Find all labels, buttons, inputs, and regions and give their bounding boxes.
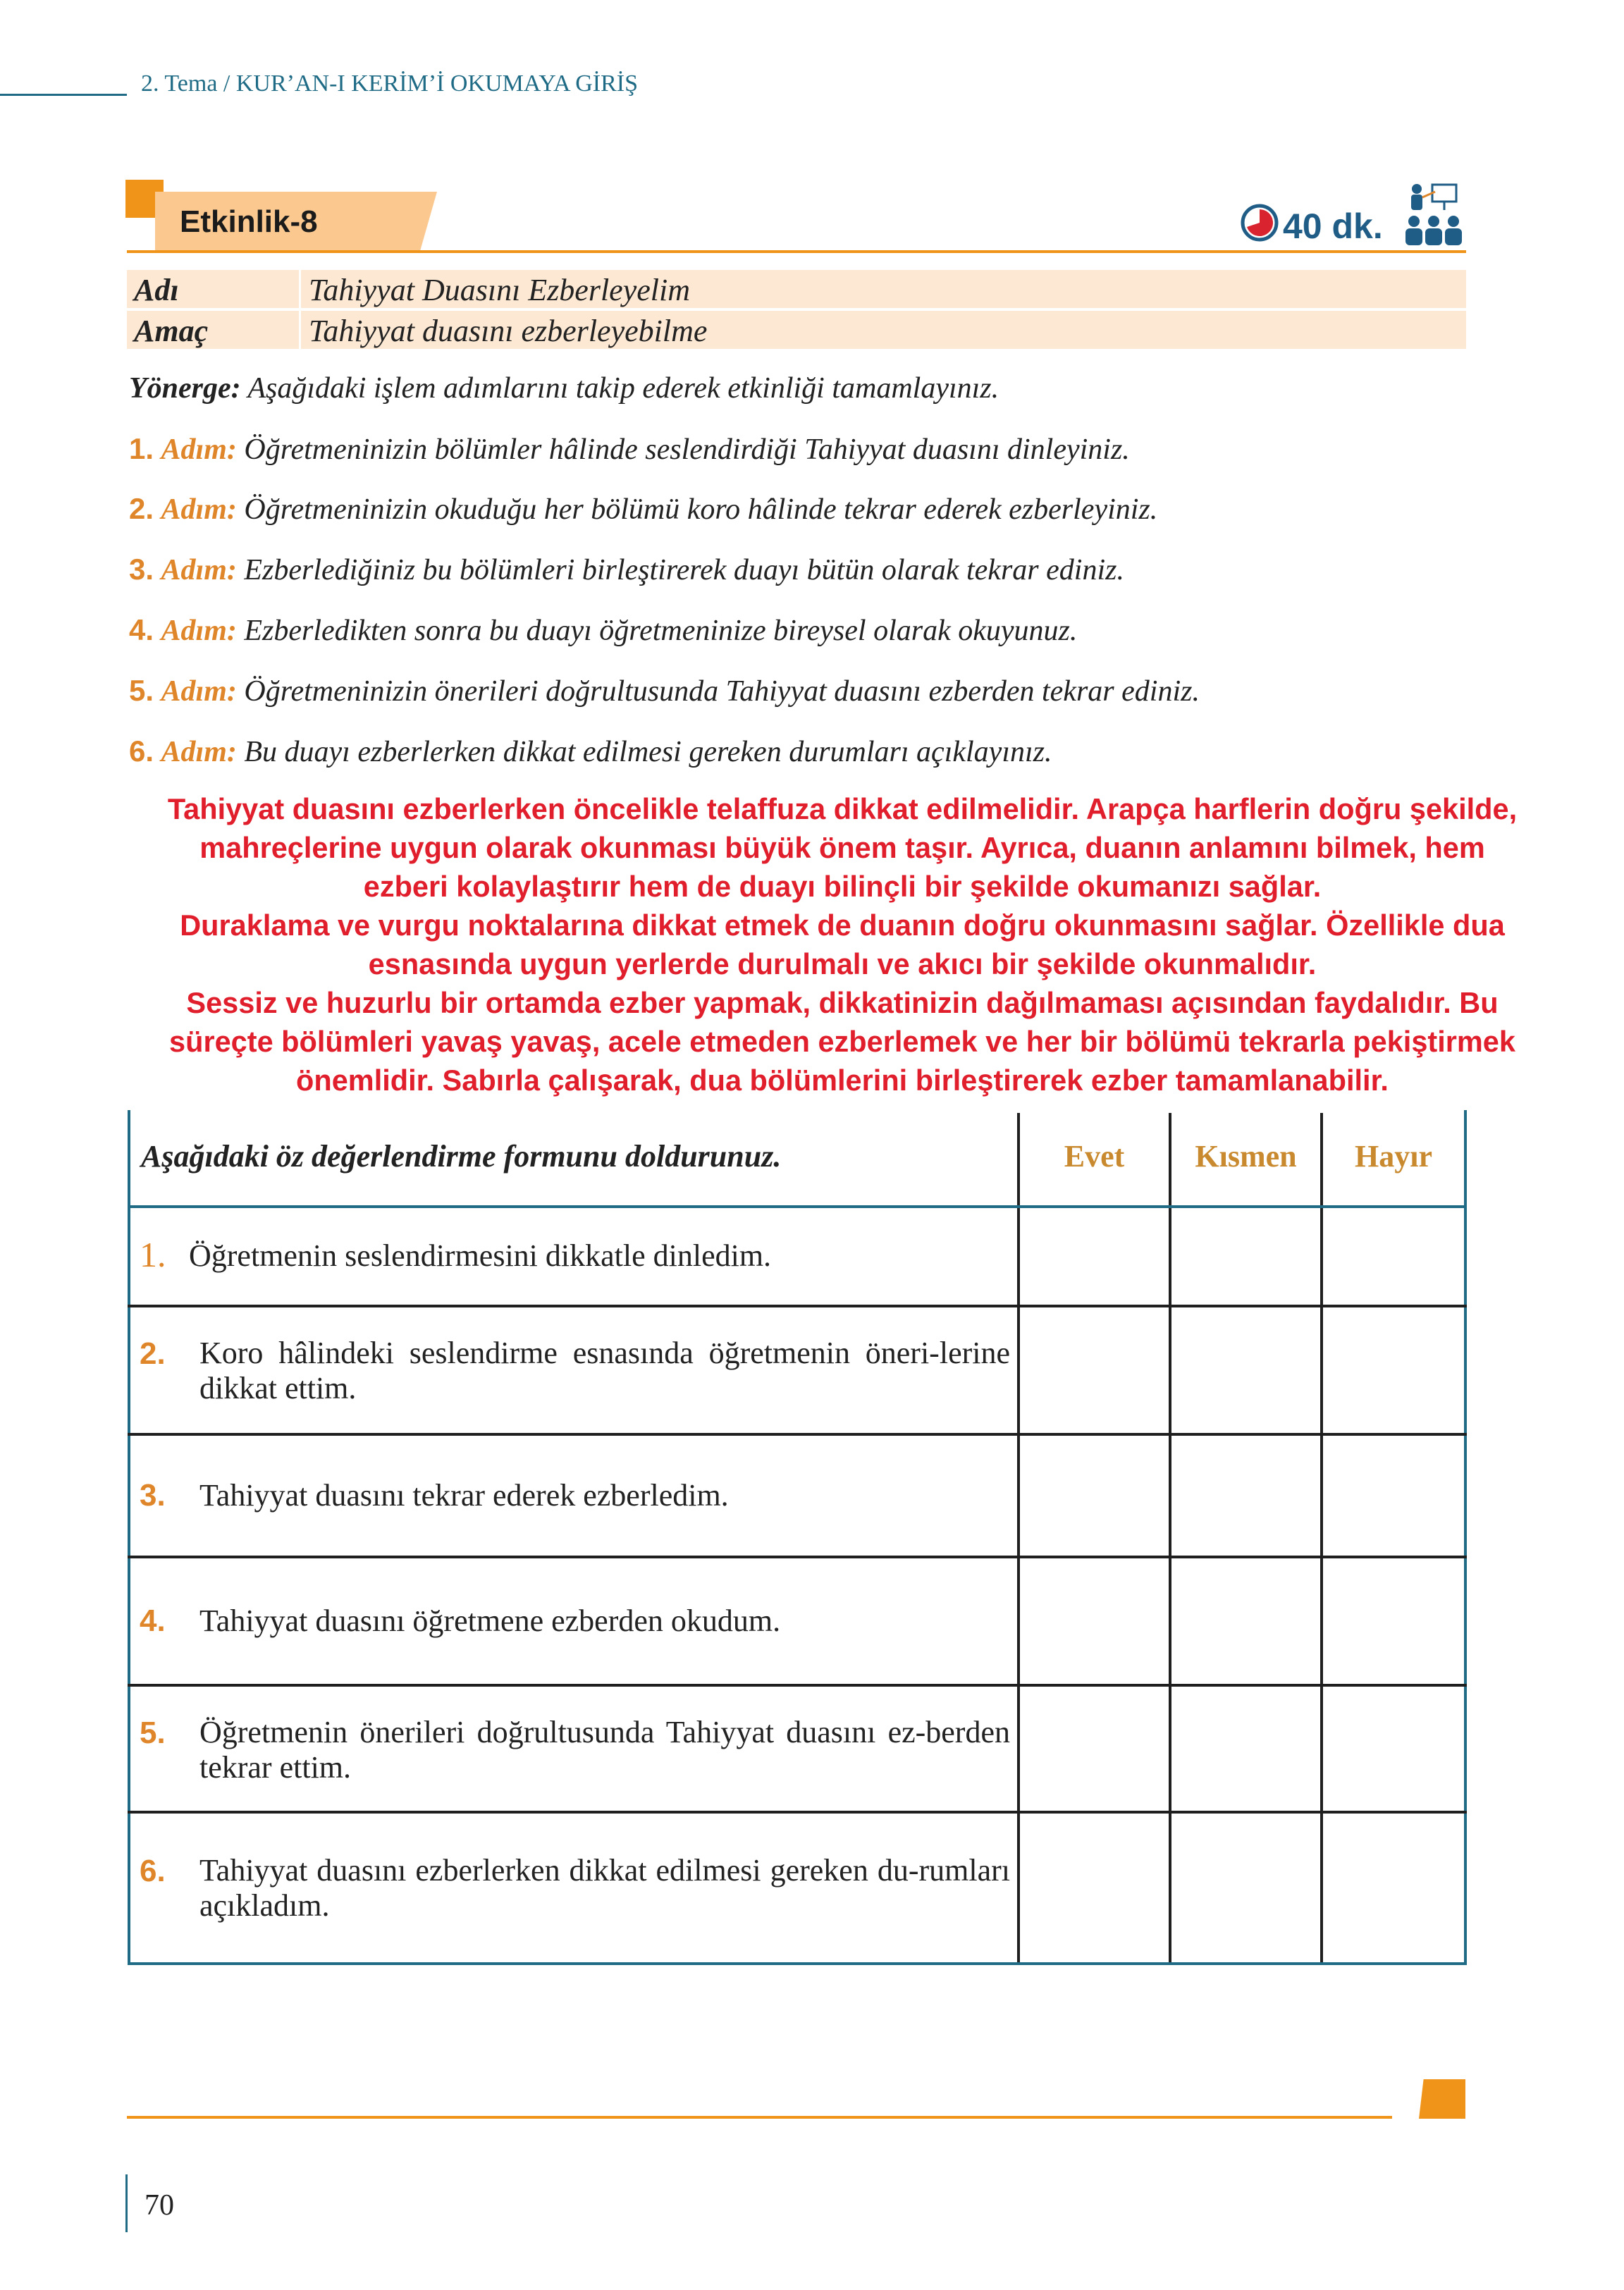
footer-marker	[1419, 2079, 1465, 2119]
row-divider	[128, 1205, 1467, 1208]
step-label: Adım:	[161, 433, 237, 466]
step-text: Ezberlediğiniz bu bölümleri birleştirerek duayı bütün olarak tekrar ediniz.	[236, 554, 1124, 586]
step-number: 4.	[129, 613, 154, 646]
row-divider	[128, 1684, 1467, 1687]
header-rule	[0, 94, 127, 96]
row-text: Öğretmenin önerileri doğrultusunda Tahiyyat duasını ez-berden tekrar ettim.	[199, 1715, 1010, 1785]
step-label: Adım:	[161, 615, 237, 647]
goal-label: Amaç	[134, 314, 209, 348]
row-text: Koro hâlindeki seslendirme esnasında öğretmenin öneri-lerine dikkat ettim.	[199, 1336, 1010, 1405]
step-number: 6.	[129, 734, 154, 768]
answer-line: Tahiyyat duasını ezberlerken öncelikle telaffuza dikkat edilmelidir. Arapça harflerin doğru şekilde,	[167, 792, 1518, 825]
step-number: 3.	[129, 553, 154, 586]
step-item	[129, 613, 1077, 648]
step-item	[129, 553, 1124, 587]
row-number: 2.	[140, 1336, 166, 1371]
breadcrumb: 2. Tema / KUR’AN-I KERİM’İ OKUMAYA GİRİŞ	[141, 70, 638, 97]
step-item	[129, 674, 1200, 708]
instruction	[129, 371, 999, 405]
column-divider	[1169, 1113, 1171, 1962]
row-number: 6.	[140, 1854, 166, 1888]
column-divider	[1320, 1113, 1323, 1962]
activity-title: Etkinlik-8	[180, 204, 318, 239]
row-number: 1.	[140, 1235, 166, 1274]
answer-line: Duraklama ve vurgu noktalarına dikkat etmek de duanın doğru okunmasını sağlar. Özellikle dua	[180, 909, 1505, 942]
footer-rule	[127, 2116, 1392, 2119]
instruction-text: Aşağıdaki işlem adımlarını takip ederek etkinliği tamamlayınız.	[240, 372, 999, 405]
clock-icon	[1241, 204, 1279, 242]
page-number: 70	[144, 2189, 174, 2222]
step-item	[129, 492, 1157, 527]
step-item	[129, 734, 1052, 769]
activity-rule	[127, 250, 1466, 253]
row-divider	[128, 1556, 1467, 1558]
row-text: Tahiyyat duasını ezberlerken dikkat edilmesi gereken du-rumları açıkladım.	[199, 1853, 1010, 1923]
step-number: 2.	[129, 492, 154, 525]
step-number: 1.	[129, 432, 154, 465]
step-text: Ezberledikten sonra bu duayı öğretmeninize bireysel olarak okuyunuz.	[236, 615, 1078, 647]
step-text: Öğretmeninizin bölümler hâlinde seslendirdiği Tahiyyat duasını dinleyiniz.	[236, 433, 1130, 466]
column-divider	[1017, 1113, 1020, 1962]
step-text: Öğretmeninizin önerileri doğrultusunda Tahiyyat duasını ezberden tekrar ediniz.	[236, 675, 1200, 708]
goal-value: Tahiyyat duasını ezberleyebilme	[309, 314, 708, 348]
column-header-evet: Evet	[1064, 1139, 1125, 1174]
answer-line: önemlidir. Sabırla çalışarak, dua bölümlerini birleştirerek ezber tamamlanabilir.	[296, 1064, 1389, 1097]
step-item	[129, 432, 1130, 467]
name-row-divider	[299, 270, 301, 308]
instruction-label: Yönerge:	[129, 372, 241, 405]
answer-line: ezberi kolaylaştırır hem de duayı bilinçli bir şekilde okumanızı sağlar.	[363, 870, 1322, 903]
step-label: Adım:	[161, 493, 237, 526]
step-number: 5.	[129, 674, 154, 707]
row-number: 3.	[140, 1478, 166, 1513]
page-number-bar	[125, 2174, 128, 2232]
step-text: Bu duayı ezberlerken dikkat edilmesi gereken durumları açıklayınız.	[236, 736, 1052, 768]
goal-row-divider	[299, 311, 301, 349]
column-header-kismen: Kısmen	[1195, 1139, 1297, 1174]
answer-line: mahreçlerine uygun olarak okunması büyük önem taşır. Ayrıca, duanın anlamını bilmek, hem	[199, 831, 1485, 864]
row-number: 5.	[140, 1716, 166, 1750]
row-number: 4.	[140, 1603, 166, 1638]
row-divider	[128, 1433, 1467, 1436]
answer-line: esnasında uygun yerlerde durulmalı ve akıcı bir şekilde okunmalıdır.	[368, 947, 1317, 980]
row-divider	[128, 1811, 1467, 1814]
row-text: Tahiyyat duasını öğretmene ezberden okudum.	[199, 1603, 781, 1638]
step-label: Adım:	[161, 736, 237, 768]
name-value: Tahiyyat Duasını Ezberleyelim	[309, 273, 690, 307]
classroom-icon	[1401, 182, 1466, 250]
row-text: Öğretmenin seslendirmesini dikkatle dinledim.	[189, 1238, 772, 1273]
row-divider	[128, 1305, 1467, 1307]
step-text: Öğretmeninizin okuduğu her bölümü koro hâlinde tekrar ederek ezberleyiniz.	[236, 493, 1158, 526]
duration-label: 40 dk.	[1283, 207, 1383, 246]
step-label: Adım:	[161, 675, 237, 708]
row-text: Tahiyyat duasını tekrar ederek ezberledim.	[199, 1478, 729, 1513]
table-heading: Aşağıdaki öz değerlendirme formunu doldurunuz.	[141, 1139, 782, 1174]
answer-text	[85, 789, 1600, 1100]
name-label: Adı	[134, 273, 179, 307]
answer-line: süreçte bölümleri yavaş yavaş, acele etmeden ezberlemek ve her bir bölümü tekrarla pekiştirmek	[169, 1025, 1515, 1058]
step-label: Adım:	[161, 554, 237, 586]
answer-line: Sessiz ve huzurlu bir ortamda ezber yapmak, dikkatinizin dağılmaması açısından faydalıdır. Bu	[186, 986, 1499, 1019]
column-header-hayir: Hayır	[1355, 1139, 1432, 1174]
